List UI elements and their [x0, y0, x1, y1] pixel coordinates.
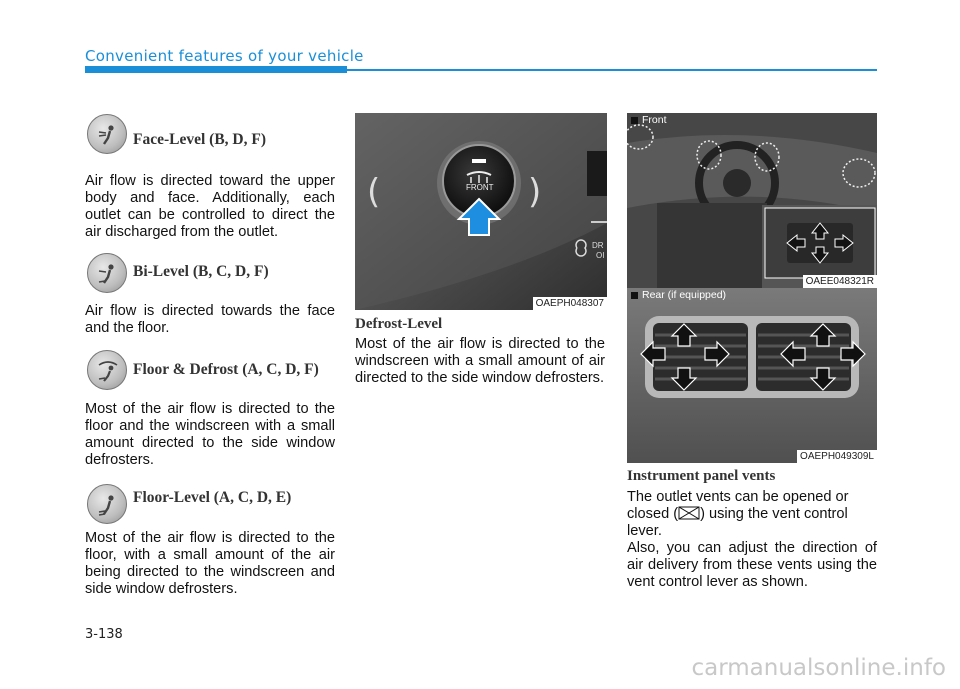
floor-defrost-text: Most of the air flow is directed to the floor and the windscreen with a small amount directed to the side window defrosters. — [85, 401, 335, 468]
section-title: Convenient features of your vehicle — [85, 47, 364, 65]
floor-level-text: Most of the air flow is directed to the floor, with a small amount of the air being directed to the windscreen and side window defrosters. — [85, 530, 335, 597]
rear-marker-icon — [631, 292, 638, 299]
header-accent-bar — [85, 66, 347, 73]
svg-text:(: ( — [367, 172, 381, 212]
front-label-text: Front — [642, 114, 667, 126]
front-defrost-label: FRONT — [466, 183, 494, 192]
front-inset-caption: OAEE048321R — [803, 275, 877, 288]
face-level-heading: Face-Level (B, D, F) — [133, 131, 266, 148]
page-number: 3-138 — [85, 627, 123, 642]
defrost-heading: Defrost-Level — [355, 316, 443, 332]
vent-closed-icon — [678, 506, 700, 520]
floor-defrost-icon — [87, 350, 127, 390]
bi-level-text: Air flow is directed towards the face and the floor. — [85, 303, 335, 336]
watermark: carmanualsonline.info — [691, 655, 946, 681]
defrost-button-photo — [355, 113, 607, 310]
rear-vents-photo — [627, 288, 877, 463]
instrument-text-2: Also, you can adjust the direction of air delivery from these vents using the vent control lever as shown. — [627, 540, 877, 590]
instrument-heading: Instrument panel vents — [627, 468, 776, 484]
front-vents-photo — [627, 113, 877, 288]
face-level-icon — [87, 114, 127, 154]
instrument-text-1b: ) using the vent control lever. — [627, 506, 848, 539]
defrost-photo-caption: OAEPH048307 — [533, 297, 607, 310]
floor-defrost-heading: Floor & Defrost (A, C, D, F) — [133, 361, 319, 378]
floor-level-icon — [87, 484, 127, 524]
rear-label — [631, 289, 726, 301]
side-text-1: DR — [592, 241, 604, 250]
bi-level-icon — [87, 253, 127, 293]
instrument-text-1 — [627, 489, 877, 540]
rear-photo-caption: OAEPH049309L — [797, 450, 877, 463]
instrument-text-1a: The outlet vents can be opened or closed ( — [627, 489, 849, 522]
front-marker-icon — [631, 117, 638, 124]
rear-label-text: Rear (if equipped) — [642, 289, 727, 301]
floor-level-heading: Floor-Level (A, C, D, E) — [133, 489, 292, 506]
face-level-text: Air flow is directed toward the upper body and face. Additionally, each outlet can be controlled to direct the air discharged from the outlet. — [85, 173, 335, 240]
side-text-2: OI — [596, 251, 605, 260]
header-rule — [347, 69, 877, 71]
defrost-text: Most of the air flow is directed to the windscreen with a small amount of air directed to the side window defrosters. — [355, 336, 605, 386]
front-label — [631, 114, 667, 126]
svg-text:): ) — [528, 172, 542, 212]
bi-level-heading: Bi-Level (B, C, D, F) — [133, 263, 269, 280]
